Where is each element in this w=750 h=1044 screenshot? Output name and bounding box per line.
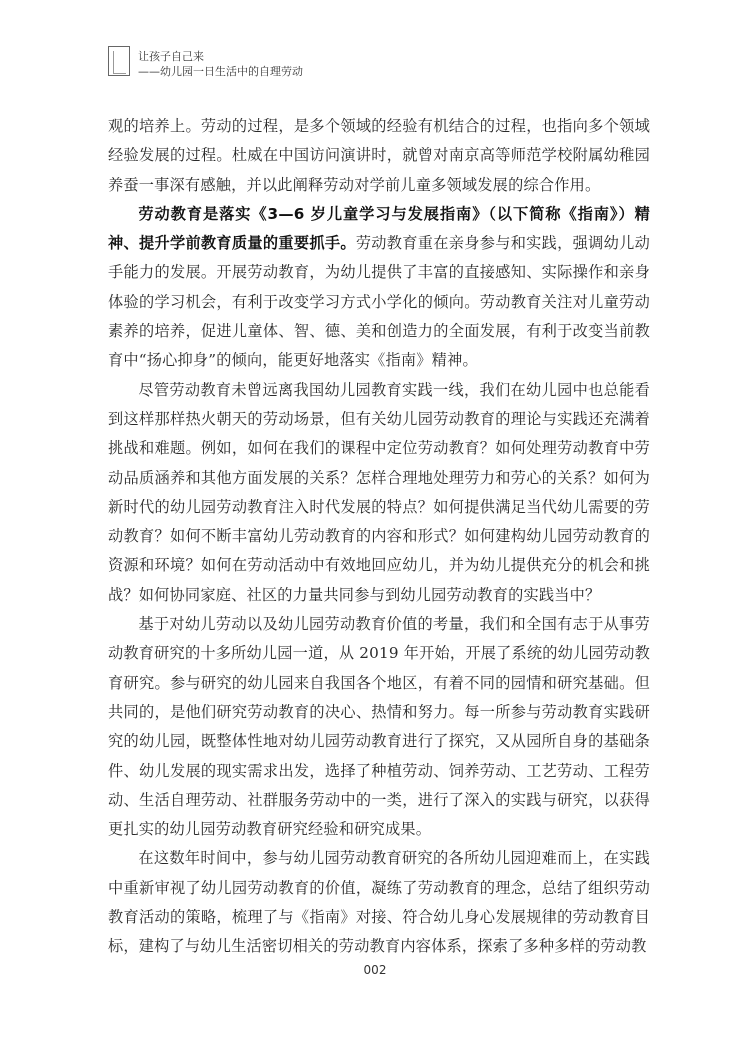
header-book-subtitle: ——幼儿园一日生活中的自理劳动 bbox=[138, 65, 303, 78]
paragraph-outcomes bbox=[108, 844, 650, 961]
paragraph-text: 尽管劳动教育未曾远离我国幼儿园教育实践一线，我们在幼儿园中也总能看到这样那样热火朝天的劳动场景，但有关幼儿园劳动教育的理论与实践还充满着挑战和难题。例如，如何在我们的课程中定位劳动教育？如何处理劳动教育中劳动品质涵养和其他方面发展的关系？怎样合理地处理劳力和劳心的关系？如何为新时代的幼儿园劳动教育注入时代发展的特点？如何提供满足当代幼儿需要的劳动教育？如何不断丰富幼儿劳动教育的内容和形式？如何建构幼儿园劳动教育的资源和环境？如何在劳动活动中有效地回应幼儿，并为幼儿提供充分的机会和挑战？如何协同家庭、社区的力量共同参与到幼儿园劳动教育的实践当中？ bbox=[108, 380, 650, 604]
paragraph-challenges bbox=[108, 376, 650, 610]
page-number: 002 bbox=[363, 963, 387, 977]
paragraph-labor-education-guide bbox=[108, 200, 650, 376]
running-header bbox=[108, 46, 308, 82]
paragraph-bold-lead: 劳动教育是落实《3—6 岁儿童学习与发展指南》（以下简称《指南》）精神、提升学前教育质量的重要抓手。 bbox=[108, 204, 650, 253]
body-text bbox=[108, 112, 650, 962]
header-book-title: 让孩子自己来 bbox=[138, 50, 204, 63]
paragraph-text: 观的培养上。劳动的过程，是多个领域的经验有机结合的过程，也指向多个领域经验发展的过程。杜威在中国访问演讲时，就曾对南京高等师范学校附属幼稚园养蚕一事深有感触，并以此阐释劳动对学前儿童多领域发展的综合作用。 bbox=[108, 117, 650, 194]
paragraph-text: 劳动教育重在亲身参与和实践，强调幼儿动手能力的发展。开展劳动教育，为幼儿提供了丰富的直接感知、实际操作和亲身体验的学习机会，有利于改变学习方式小学化的倾向。劳动教育关注对儿童劳动素养的培养，促进儿童体、智、德、美和创造力的全面发展，有利于改变当前教育中“扬心抑身”的倾向，能更好地落实《指南》精神。 bbox=[108, 234, 650, 370]
paragraph-research bbox=[108, 610, 650, 844]
book-mark-icon bbox=[108, 46, 130, 76]
paragraph-text: 在这数年时间中，参与幼儿园劳动教育研究的各所幼儿园迎难而上，在实践中重新审视了幼儿园劳动教育的价值，凝练了劳动教育的理念，总结了组织劳动教育活动的策略，梳理了与《指南》对接、符合幼儿身心发展规律的劳动教育目标，建构了与幼儿生活密切相关的劳动教育内容体系，探索了多种多样的劳动教 bbox=[108, 849, 650, 956]
paragraph-continued bbox=[108, 112, 650, 200]
paragraph-text: 基于对幼儿劳动以及幼儿园劳动教育价值的考量，我们和全国有志于从事劳动教育研究的十多所幼儿园一道，从 2019 年开始，开展了系统的幼儿园劳动教育研究。参与研究的幼儿园来自我国各个地区，有着不同的园情和研究基础。但共同的，是他们研究劳动教育的决心、热情和努力。每一所参与劳动教育实践研究的幼儿园，既整体性地对幼儿园劳动教育进行了探究，又从园所自身的基础条件、幼儿发展的现实需求出发，选择了种植劳动、饲养劳动、工艺劳动、工程劳动、生活自理劳动、社群服务劳动中的一类，进行了深入的实践与研究，以获得更扎实的幼儿园劳动教育研究经验和研究成果。 bbox=[108, 615, 650, 839]
